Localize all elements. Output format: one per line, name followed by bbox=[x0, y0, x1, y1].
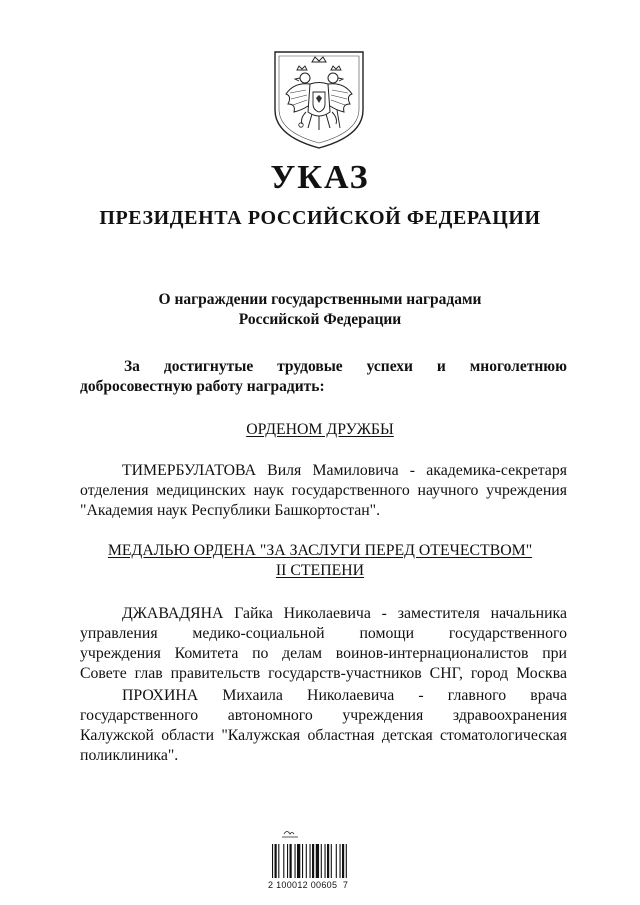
recipient2-line-3: Калужской области "Калужская областная детская стоматологическая bbox=[80, 727, 567, 744]
document-issuer: ПРЕЗИДЕНТА РОССИЙСКОЙ ФЕДЕРАЦИИ bbox=[99, 207, 541, 229]
coat-of-arms-emblem bbox=[272, 48, 366, 150]
recipient1-line-4: Совете глав правительств государств-участников СНГ, город Москва bbox=[80, 665, 567, 682]
recipient2-line-2: государственного автономного учреждения здравоохранения bbox=[80, 707, 567, 724]
medal-heading-line-1: МЕДАЛЬЮ ОРДЕНА "ЗА ЗАСЛУГИ ПЕРЕД ОТЕЧЕСТВОМ" bbox=[107, 542, 533, 559]
award-heading-text: ОРДЕНОМ ДРУЖБЫ bbox=[246, 421, 394, 438]
award2-recipient-2 bbox=[80, 686, 567, 766]
award1-recipient bbox=[80, 461, 567, 521]
barcode-graphic bbox=[268, 828, 378, 880]
barcode-number: 2 100012 00605 7 bbox=[268, 880, 349, 890]
document-title: УКАЗ bbox=[270, 159, 370, 196]
intro-line-2: добросовестную работу наградить: bbox=[80, 378, 325, 395]
award1-line-1: ТИМЕРБУЛАТОВА Виля Мамиловича - академика-секретаря bbox=[122, 462, 567, 479]
recipient1-line-1: ДЖАВАДЯНА Гайка Николаевича - заместителя начальника bbox=[122, 605, 567, 622]
award-heading-medal bbox=[0, 541, 640, 581]
award1-line-2: отделения медицинских наук государственного научного учреждения bbox=[80, 482, 567, 499]
award-heading-order-of-friendship bbox=[0, 420, 640, 440]
recipient2-line-4: поликлиника". bbox=[80, 747, 179, 764]
award1-line-3: "Академия наук Республики Башкортостан". bbox=[80, 502, 381, 519]
award2-recipient-1 bbox=[80, 604, 567, 684]
subject-line-2: Российской Федерации bbox=[238, 311, 402, 328]
subject-line-1: О награждении государственными наградами bbox=[158, 291, 482, 308]
recipient1-line-3: учреждения Комитета по делам воинов-интернационалистов при bbox=[80, 645, 567, 662]
decree-intro bbox=[80, 357, 567, 397]
decree-subject bbox=[0, 290, 640, 330]
medal-heading-line-2: II СТЕПЕНИ bbox=[275, 562, 365, 579]
recipient2-line-1: ПРОХИНА Михаила Николаевича - главного врача bbox=[122, 687, 567, 704]
intro-line-1: За достигнутые трудовые успехи и многолетнюю bbox=[124, 358, 567, 375]
recipient1-line-2: управления медико-социальной помощи государственного bbox=[80, 625, 567, 642]
